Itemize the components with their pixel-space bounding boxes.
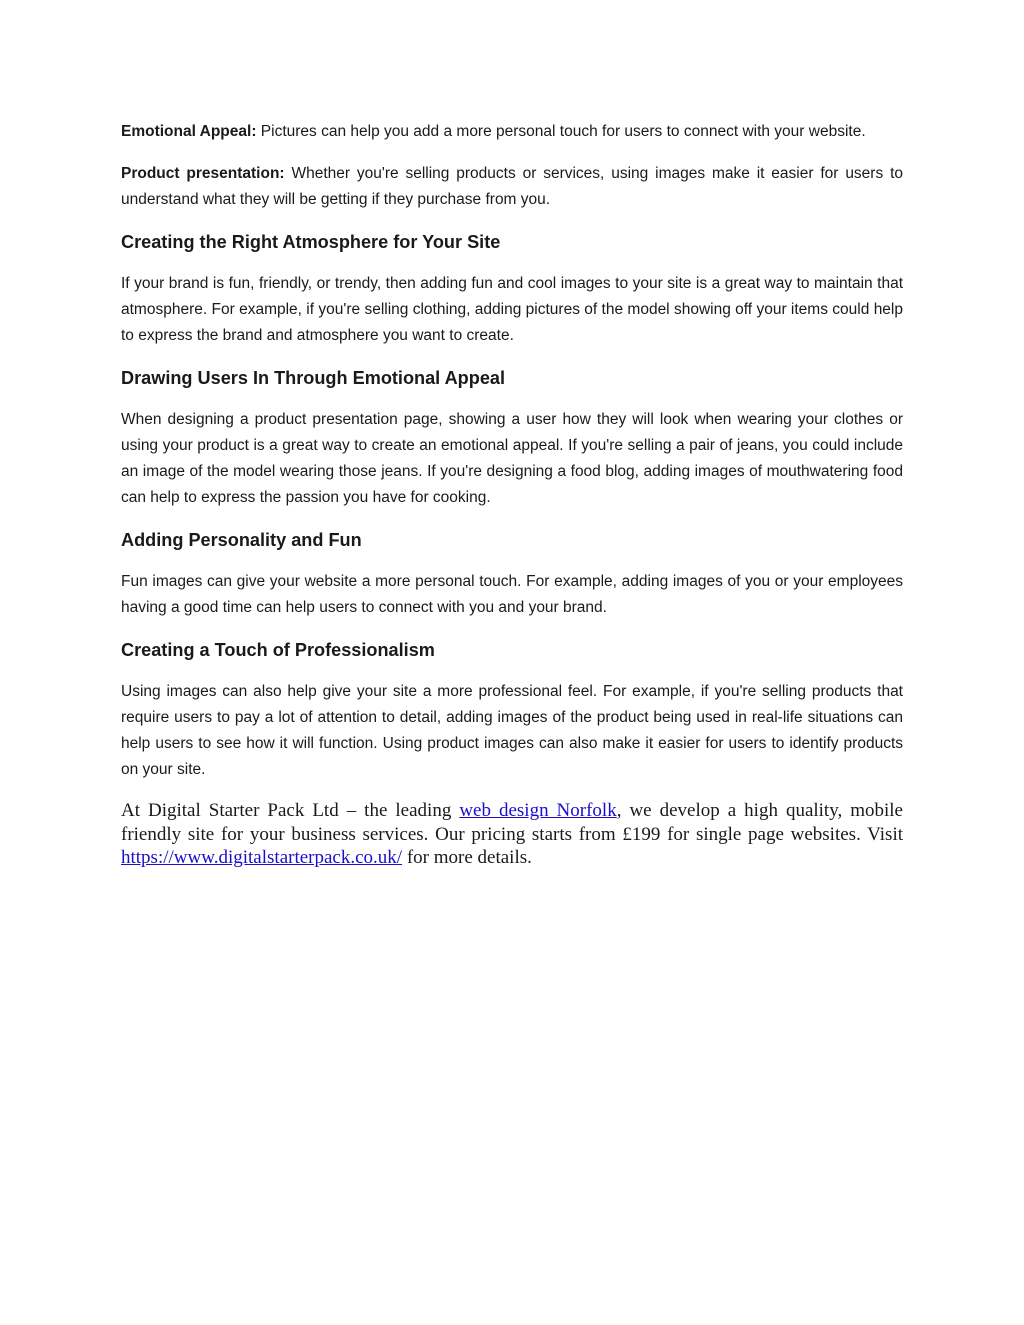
paragraph-text: Whether you're selling products or services, using images make it easier for users to understand what they will be getting if they purchase from you. xyxy=(121,165,903,208)
closing-text: , we develop a high quality, mobile friendly site for your business services. Our pricing starts from £199 for single page websites. Visit xyxy=(121,800,903,845)
section-body-atmosphere: If your brand is fun, friendly, or trendy, then adding fun and cool images to your site is a great way to maintain that atmosphere. For example, if you're selling clothing, adding pictures of the model showing off your items could help to express the brand and atmosphere you want to create. xyxy=(121,275,903,344)
closing-text: At Digital Starter Pack Ltd – the leading xyxy=(121,800,460,821)
closing-paragraph xyxy=(121,799,903,870)
closing-text: for more details. xyxy=(402,847,532,868)
intro-paragraph-emotional-appeal xyxy=(121,119,903,145)
section-body-personality: Fun images can give your website a more personal touch. For example, adding images of you or your employees having a good time can help users to connect with you and your brand. xyxy=(121,573,903,616)
lead-term: Product presentation: xyxy=(121,165,285,182)
website-url-link[interactable]: https://www.digitalstarterpack.co.uk/ xyxy=(121,847,403,868)
section-heading-atmosphere: Creating the Right Atmosphere for Your Site xyxy=(121,232,501,252)
section-body-emotional-appeal: When designing a product presentation page, showing a user how they will look when wearing your clothes or using your product is a great way to create an emotional appeal. If you're selling a pair of jeans, you could include an image of the model wearing those jeans. If you're designing a food blog, adding images of mouthwatering food can help to express the passion you have for cooking. xyxy=(121,411,903,506)
lead-term: Emotional Appeal: xyxy=(121,123,257,140)
section-heading-personality: Adding Personality and Fun xyxy=(121,530,362,550)
document-page xyxy=(121,119,903,870)
paragraph-text: Pictures can help you add a more personal touch for users to connect with your website. xyxy=(256,123,866,140)
section-heading-emotional-appeal: Drawing Users In Through Emotional Appeal xyxy=(121,368,506,388)
intro-paragraph-product-presentation xyxy=(121,161,903,213)
web-design-norfolk-link[interactable]: web design Norfolk xyxy=(459,800,617,821)
section-body-professionalism: Using images can also help give your site a more professional feel. For example, if you're selling products that require users to pay a lot of attention to detail, adding images of the product being used in real-life situations can help users to see how it will function. Using product images can also make it easier for users to identify products on your site. xyxy=(121,683,903,778)
section-heading-professionalism: Creating a Touch of Professionalism xyxy=(121,640,435,660)
